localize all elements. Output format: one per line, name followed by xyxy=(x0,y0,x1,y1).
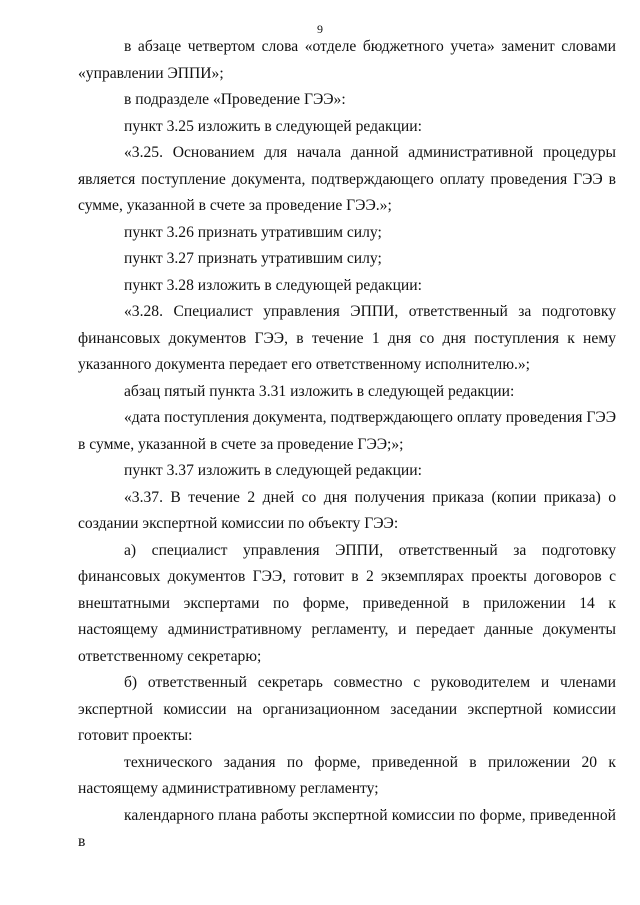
paragraph: в подразделе «Проведение ГЭЭ»: xyxy=(124,91,346,108)
paragraph: технического задания по форме, приведенной в приложении 20 к настоящему административному регламенту; xyxy=(78,753,616,797)
paragraph: в абзаце четвертом слова «отделе бюджетного учета» заменит словами «управлении ЭППИ»; xyxy=(78,38,616,82)
paragraph: календарного плана работы экспертной комиссии по форме, приведенной в xyxy=(78,806,616,850)
paragraph: «3.37. В течение 2 дней со дня получения приказа (копии приказа) о создании экспертной комиссии по объекту ГЭЭ: xyxy=(78,488,616,532)
paragraph: пункт 3.27 признать утратившим силу; xyxy=(124,250,382,267)
paragraph: абзац пятый пункта 3.31 изложить в следующей редакции: xyxy=(124,382,515,400)
paragraph: пункт 3.37 изложить в следующей редакции: xyxy=(124,462,422,479)
paragraph: пункт 3.28 изложить в следующей редакции: xyxy=(124,276,422,294)
paragraph: пункт 3.26 признать утратившим силу; xyxy=(124,223,382,241)
paragraph: «дата поступления документа, подтверждающего оплату проведения ГЭЭ в сумме, указанной в счете за проведение ГЭЭ;»; xyxy=(78,409,616,453)
page-number: 9 xyxy=(317,22,323,36)
paragraph: б) ответственный секретарь совместно с руководителем и членами экспертной комиссии на организационном заседании экспертной комиссии готовит проекты: xyxy=(78,674,616,744)
paragraph: пункт 3.25 изложить в следующей редакции: xyxy=(124,117,422,135)
paragraph: «3.25. Основанием для начала данной административной процедуры является поступление документа, подтверждающего оплату проведения ГЭЭ в сумме, указанной в счете за проведение ГЭЭ.»; xyxy=(78,144,616,214)
document-body xyxy=(78,34,616,856)
paragraph: «3.28. Специалист управления ЭППИ, ответственный за подготовку финансовых документов ГЭЭ, в течение 1 дня со дня поступления к нему указанного документа передает его ответственному исполнителю.»; xyxy=(78,303,616,373)
paragraph: а) специалист управления ЭППИ, ответственный за подготовку финансовых документов ГЭЭ, готовит в 2 экземплярах проекты договоров с внештатными экспертами по форме, приведенной в приложении 14 к настоящему административному регламенту, и передает данные документы ответственному секретарю; xyxy=(78,541,616,665)
